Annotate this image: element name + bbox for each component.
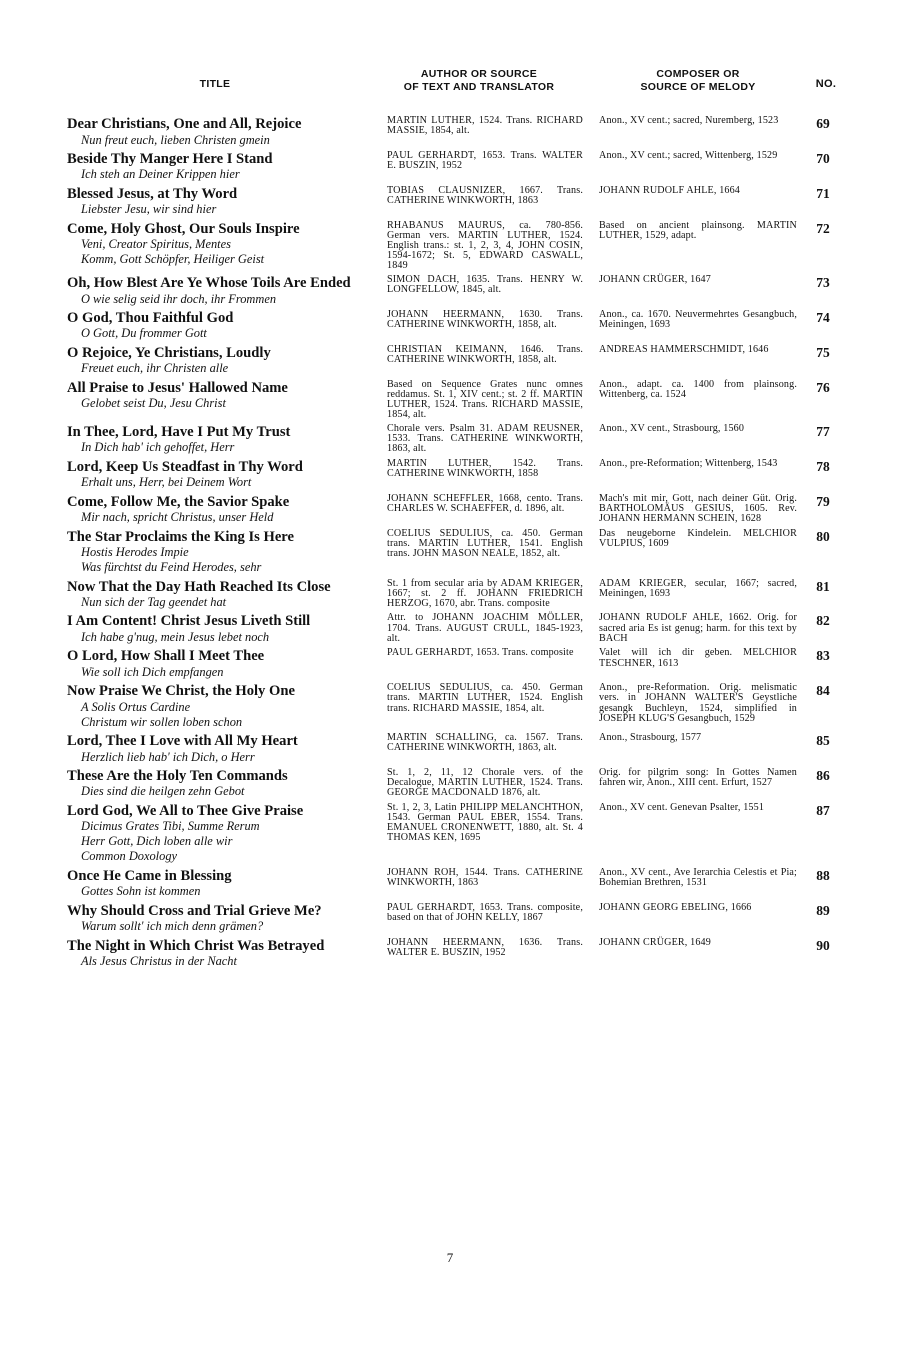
hymn-title: These Are the Holy Ten Commands bbox=[67, 767, 288, 784]
hymn-composer: ADAM KRIEGER, secular, 1667; sacred, Meiningen, 1693 bbox=[599, 577, 797, 599]
hymn-entry bbox=[0, 275, 900, 307]
hymn-composer: JOHANN RUDOLF AHLE, 1664 bbox=[599, 184, 740, 196]
hymn-author: MARTIN LUTHER, 1542. Trans. CATHERINE WINKWORTH, 1858 bbox=[387, 457, 583, 480]
hymn-author: COELIUS SEDULIUS, ca. 450. German trans. MARTIN LUTHER, 1541. English trans. JOHN MASON NEALE, 1852, alt. bbox=[387, 527, 583, 560]
hymn-title: The Star Proclaims the King Is Here bbox=[67, 528, 295, 545]
hymn-title-cell bbox=[67, 613, 387, 645]
hymn-composer: JOHANN CRÜGER, 1647 bbox=[599, 274, 711, 286]
hymn-title: Beside Thy Manger Here I Stand bbox=[67, 150, 273, 167]
hymn-author: CHRISTIAN KEIMANN, 1646. Trans. CATHERINE WINKWORTH, 1858, alt. bbox=[387, 343, 583, 366]
column-header bbox=[0, 68, 900, 102]
hymn-original-title: Dies sind die heilgen zehn Gebot bbox=[81, 784, 245, 799]
hymn-entry bbox=[0, 380, 900, 421]
hymn-number: 81 bbox=[816, 578, 830, 594]
hymn-number: 69 bbox=[816, 116, 830, 131]
hymn-composer: Anon., pre-Reformation. Orig. melismatic vers. in JOHANN WALTER'S Geystliche gesangk Buchleyn, 1524, simplified in JOSEPH KLUG'S Gesangbuch, 1529 bbox=[599, 682, 797, 724]
hymn-title: O God, Thou Faithful God bbox=[67, 309, 234, 326]
hymn-author: PAUL GERHARDT, 1653. Trans. composite bbox=[387, 647, 574, 659]
hymn-author: MARTIN LUTHER, 1524. Trans. RICHARD MASSIE, 1854, alt. bbox=[387, 115, 583, 137]
hymn-entry bbox=[0, 868, 900, 900]
hymn-composer: Anon., XV cent.; sacred, Wittenberg, 1529 bbox=[599, 149, 778, 161]
hymn-title: Now That the Day Hath Reached Its Close bbox=[67, 578, 331, 595]
hymn-entry bbox=[0, 903, 900, 935]
hymn-title: Now Praise We Christ, the Holy One bbox=[67, 683, 295, 700]
hymn-composer: Anon., XV cent.; sacred, Nuremberg, 1523 bbox=[599, 115, 779, 126]
hymn-author: COELIUS SEDULIUS, ca. 450. German trans. MARTIN LUTHER, 1524. English trans. RICHARD MASSIE, 1854, alt. bbox=[387, 682, 583, 714]
header-author-line1: AUTHOR OR SOURCE bbox=[420, 68, 538, 80]
hymn-original-title: Herzlich lieb hab' ich Dich, o Herr bbox=[81, 749, 255, 764]
hymn-title-cell bbox=[67, 380, 387, 412]
hymn-author: JOHANN HEERMANN, 1636. Trans. WALTER E. BUSZIN, 1952 bbox=[387, 936, 583, 958]
hymn-title-cell bbox=[67, 275, 387, 307]
hymn-entry bbox=[0, 345, 900, 377]
hymn-entry bbox=[0, 768, 900, 800]
hymn-original-title: Freuet euch, ihr Christen alle bbox=[81, 361, 229, 376]
hymn-title: All Praise to Jesus' Hallowed Name bbox=[67, 379, 288, 396]
hymn-title-cell bbox=[67, 424, 387, 456]
hymn-title-cell bbox=[67, 868, 387, 900]
hymn-title: Once He Came in Blessing bbox=[67, 867, 232, 884]
hymn-original-title: Nun sich der Tag geendet hat bbox=[81, 595, 227, 610]
hymn-composer: Anon., XV cent. Genevan Psalter, 1551 bbox=[599, 801, 765, 813]
hymn-number: 70 bbox=[816, 150, 830, 166]
hymn-number: 72 bbox=[816, 220, 830, 236]
hymn-original-title: Veni, Creator Spiritus, Mentes bbox=[81, 237, 231, 252]
hymn-number: 86 bbox=[816, 767, 830, 783]
hymn-title-cell bbox=[67, 733, 387, 765]
hymn-original-title: Wie soll ich Dich empfangen bbox=[81, 664, 224, 679]
hymn-original-title: A Solis Ortus Cardine bbox=[81, 699, 191, 714]
hymn-original-title: Gelobet seist Du, Jesu Christ bbox=[81, 396, 226, 411]
hymn-title-cell bbox=[67, 345, 387, 377]
hymn-number: 89 bbox=[816, 902, 830, 918]
hymn-original-title: Komm, Gott Schöpfer, Heiliger Geist bbox=[81, 252, 265, 267]
hymn-number: 84 bbox=[816, 683, 830, 699]
hymn-number: 82 bbox=[816, 613, 830, 629]
hymn-author: St. 1, 2, 11, 12 Chorale vers. of the Decalogue, MARTIN LUTHER, 1524. Trans. GEORGE MACDONALD 1876, alt. bbox=[387, 766, 583, 799]
hymn-author: RHABANUS MAURUS, ca. 780-856. German vers. MARTIN LUTHER, 1524. English trans.: st. 1, 2, 3, 4, JOHN COSIN, 1594-1672; St. 5, EDWARD CASWALL, 1849 bbox=[387, 219, 583, 272]
hymn-title-cell bbox=[67, 938, 387, 970]
hymn-original-title: Warum sollt' ich mich denn grämen? bbox=[81, 919, 264, 934]
hymn-composer: Anon., pre-Reformation; Wittenberg, 1543 bbox=[599, 457, 778, 469]
hymn-original-title: Hostis Herodes Impie bbox=[81, 545, 189, 560]
hymn-title-cell bbox=[67, 151, 387, 183]
hymn-number: 76 bbox=[816, 379, 830, 395]
hymn-original-title: Nun freut euch, lieben Christen gmein bbox=[81, 132, 270, 147]
hymn-original-title: Gottes Sohn ist kommen bbox=[81, 884, 201, 899]
hymn-original-title: Dicimus Grates Tibi, Summe Rerum bbox=[81, 819, 260, 834]
hymn-number: 79 bbox=[816, 493, 830, 509]
hymn-entry bbox=[0, 733, 900, 765]
hymn-title-cell bbox=[67, 459, 387, 491]
hymn-author: St. 1, 2, 3, Latin PHILIPP MELANCHTHON, 1543. German PAUL EBER, 1554. Trans. EMANUEL CRONENWETT, 1880, alt. St. 4 THOMAS KEN, 1695 bbox=[387, 801, 583, 844]
hymn-composer: JOHANN RUDOLF AHLE, 1662. Orig. for sacred aria Es ist genug; harm. for this text by BACH bbox=[599, 612, 797, 644]
hymn-composer: JOHANN CRÜGER, 1649 bbox=[599, 936, 711, 948]
hymn-title: O Rejoice, Ye Christians, Loudly bbox=[67, 344, 271, 361]
hymn-composer: Based on ancient plainsong. MARTIN LUTHER, 1529, adapt. bbox=[599, 219, 797, 241]
hymn-entry bbox=[0, 683, 900, 730]
hymn-title-cell bbox=[67, 494, 387, 526]
hymn-author: MARTIN SCHALLING, ca. 1567. Trans. CATHERINE WINKWORTH, 1863, alt. bbox=[387, 732, 583, 754]
hymn-index-list bbox=[0, 116, 900, 972]
hymn-title-cell bbox=[67, 903, 387, 935]
hymn-title: The Night in Which Christ Was Betrayed bbox=[67, 937, 325, 954]
hymn-entry bbox=[0, 648, 900, 680]
hymn-title-cell bbox=[67, 768, 387, 800]
hymn-entry bbox=[0, 803, 900, 865]
page-number: 7 bbox=[446, 1250, 454, 1265]
header-number: NO. bbox=[815, 78, 837, 90]
hymn-title-cell bbox=[67, 221, 387, 268]
hymn-number: 71 bbox=[816, 185, 830, 201]
hymn-number: 75 bbox=[816, 344, 830, 360]
hymn-title-cell bbox=[67, 683, 387, 730]
hymn-entry bbox=[0, 529, 900, 576]
hymn-title: Come, Follow Me, the Savior Spake bbox=[67, 493, 290, 510]
hymn-title-cell bbox=[67, 803, 387, 865]
hymn-entry bbox=[0, 310, 900, 342]
hymn-author: Chorale vers. Psalm 31. ADAM REUSNER, 1533. Trans. CATHERINE WINKWORTH, 1863, alt. bbox=[387, 422, 583, 455]
hymn-original-title: Christum wir sollen loben schon bbox=[81, 714, 243, 729]
hymn-title-cell bbox=[67, 648, 387, 680]
hymn-original-title: Liebster Jesu, wir sind hier bbox=[81, 202, 217, 217]
hymn-author: Attr. to JOHANN JOACHIM MÖLLER, 1704. Trans. AUGUST CRULL, 1845-1923, alt. bbox=[387, 612, 583, 644]
hymn-composer: ANDREAS HAMMERSCHMIDT, 1646 bbox=[599, 343, 769, 355]
hymn-original-title: Mir nach, spricht Christus, unser Held bbox=[81, 510, 274, 525]
hymn-title: Lord, Thee I Love with All My Heart bbox=[67, 733, 298, 750]
hymn-original-title: Ich habe g'nug, mein Jesus lebet noch bbox=[81, 629, 270, 644]
hymn-number: 85 bbox=[816, 733, 830, 749]
hymn-entry bbox=[0, 221, 900, 272]
hymn-entry bbox=[0, 116, 900, 148]
header-composer-line1: COMPOSER OR bbox=[656, 68, 740, 80]
hymn-original-title: Common Doxology bbox=[81, 849, 178, 864]
hymn-entry bbox=[0, 186, 900, 218]
hymn-original-title: Herr Gott, Dich loben alle wir bbox=[81, 834, 233, 849]
hymn-author: JOHANN ROH, 1544. Trans. CATHERINE WINKWORTH, 1863 bbox=[387, 866, 583, 888]
hymn-original-title: Ich steh an Deiner Krippen hier bbox=[81, 167, 240, 182]
hymn-author: TOBIAS CLAUSNIZER, 1667. Trans. CATHERINE WINKWORTH, 1863 bbox=[387, 184, 583, 206]
hymn-author: St. 1 from secular aria by ADAM KRIEGER, 1667; st. 2 ff. JOHANN FRIEDRICH HERZOG, 1670, abr. Trans. composite bbox=[387, 577, 583, 609]
hymn-entry bbox=[0, 579, 900, 611]
hymn-author: SIMON DACH, 1635. Trans. HENRY W. LONGFELLOW, 1845, alt. bbox=[387, 274, 583, 296]
hymn-composer: Mach's mit mir, Gott, nach deiner Güt. Orig. BARTHOLOMÄUS GESIUS, 1605. Rev. JOHANN HERMANN SCHEIN, 1628 bbox=[599, 492, 797, 525]
hymn-number: 87 bbox=[816, 802, 830, 818]
hymn-number: 80 bbox=[816, 528, 830, 544]
header-composer-line2: SOURCE OF MELODY bbox=[640, 81, 756, 93]
hymn-author: JOHANN SCHEFFLER, 1668, cento. Trans. CHARLES W. SCHAEFFER, d. 1896, alt. bbox=[387, 492, 583, 514]
hymn-composer: Valet will ich dir geben. MELCHIOR TESCHNER, 1613 bbox=[599, 647, 797, 669]
hymn-number: 83 bbox=[816, 648, 830, 664]
hymn-number: 73 bbox=[816, 275, 830, 291]
header-author bbox=[384, 68, 574, 94]
hymn-author: PAUL GERHARDT, 1653. Trans. composite, based on that of JOHN KELLY, 1867 bbox=[387, 901, 583, 923]
hymn-entry bbox=[0, 938, 900, 970]
hymn-original-title: In Dich hab' ich gehoffet, Herr bbox=[81, 440, 235, 455]
hymn-entry bbox=[0, 459, 900, 491]
hymn-entry bbox=[0, 613, 900, 645]
hymn-composer: Anon., Strasbourg, 1577 bbox=[599, 732, 702, 744]
hymn-author: PAUL GERHARDT, 1653. Trans. WALTER E. BUSZIN, 1952 bbox=[387, 149, 583, 172]
hymn-composer: Anon., adapt. ca. 1400 from plainsong. Wittenberg, ca. 1524 bbox=[599, 378, 797, 400]
hymn-composer: JOHANN GEORG EBELING, 1666 bbox=[599, 901, 752, 913]
hymn-original-title: O wie selig seid ihr doch, ihr Frommen bbox=[81, 291, 277, 306]
hymn-original-title: O Gott, Du frommer Gott bbox=[81, 326, 207, 341]
hymn-author: Based on Sequence Grates nunc omnes reddamus. St. 1, XIV cent.; st. 2 ff. MARTIN LUTHER, 1524. Trans. RICHARD MASSIE, 1854, alt. bbox=[387, 378, 583, 421]
hymn-title-cell bbox=[67, 310, 387, 342]
hymn-entry bbox=[0, 494, 900, 526]
hymn-entry bbox=[0, 424, 900, 456]
hymn-number: 74 bbox=[816, 309, 830, 325]
hymn-number: 90 bbox=[816, 937, 830, 953]
hymn-author: JOHANN HEERMANN, 1630. Trans. CATHERINE WINKWORTH, 1858, alt. bbox=[387, 308, 583, 331]
hymn-original-title: Als Jesus Christus in der Nacht bbox=[81, 954, 237, 969]
hymn-title: Why Should Cross and Trial Grieve Me? bbox=[67, 902, 322, 919]
hymn-title-cell bbox=[67, 529, 387, 576]
hymn-title: O Lord, How Shall I Meet Thee bbox=[67, 648, 265, 665]
hymn-number: 77 bbox=[816, 423, 830, 439]
hymn-title: I Am Content! Christ Jesus Liveth Still bbox=[67, 613, 311, 630]
hymn-number: 88 bbox=[816, 867, 830, 883]
hymn-title: In Thee, Lord, Have I Put My Trust bbox=[67, 423, 291, 440]
hymn-composer: Orig. for pilgrim song: In Gottes Namen fahren wir, Anon., XIII cent. Erfurt, 1527 bbox=[599, 766, 797, 789]
hymn-entry bbox=[0, 151, 900, 183]
hymn-title-cell bbox=[67, 116, 387, 148]
hymn-title: Come, Holy Ghost, Our Souls Inspire bbox=[67, 220, 300, 237]
hymn-title: Lord, Keep Us Steadfast in Thy Word bbox=[67, 458, 303, 475]
hymn-number: 78 bbox=[816, 458, 830, 474]
hymn-title: Oh, How Blest Are Ye Whose Toils Are Ended bbox=[67, 275, 351, 292]
hymn-title-cell bbox=[67, 186, 387, 218]
header-author-line2: OF TEXT AND TRANSLATOR bbox=[403, 81, 555, 93]
hymn-original-title: Was fürchtst du Feind Herodes, sehr bbox=[81, 560, 262, 575]
hymn-title-cell bbox=[67, 579, 387, 611]
hymn-composer: Das neugeborne Kindelein. MELCHIOR VULPIUS, 1609 bbox=[599, 527, 797, 549]
hymn-title: Blessed Jesus, at Thy Word bbox=[67, 185, 238, 202]
header-title: TITLE bbox=[199, 78, 231, 90]
hymn-composer: Anon., XV cent., Ave Ierarchia Celestis et Pia; Bohemian Brethren, 1531 bbox=[599, 866, 797, 888]
hymn-composer: Anon., ca. 1670. Neuvermehrtes Gesangbuch, Meiningen, 1693 bbox=[599, 308, 797, 331]
header-composer bbox=[598, 68, 798, 94]
hymn-title: Dear Christians, One and All, Rejoice bbox=[67, 116, 302, 132]
hymn-composer: Anon., XV cent., Strasbourg, 1560 bbox=[599, 422, 745, 434]
hymn-title: Lord God, We All to Thee Give Praise bbox=[67, 802, 304, 819]
hymn-original-title: Erhalt uns, Herr, bei Deinem Wort bbox=[81, 475, 252, 490]
